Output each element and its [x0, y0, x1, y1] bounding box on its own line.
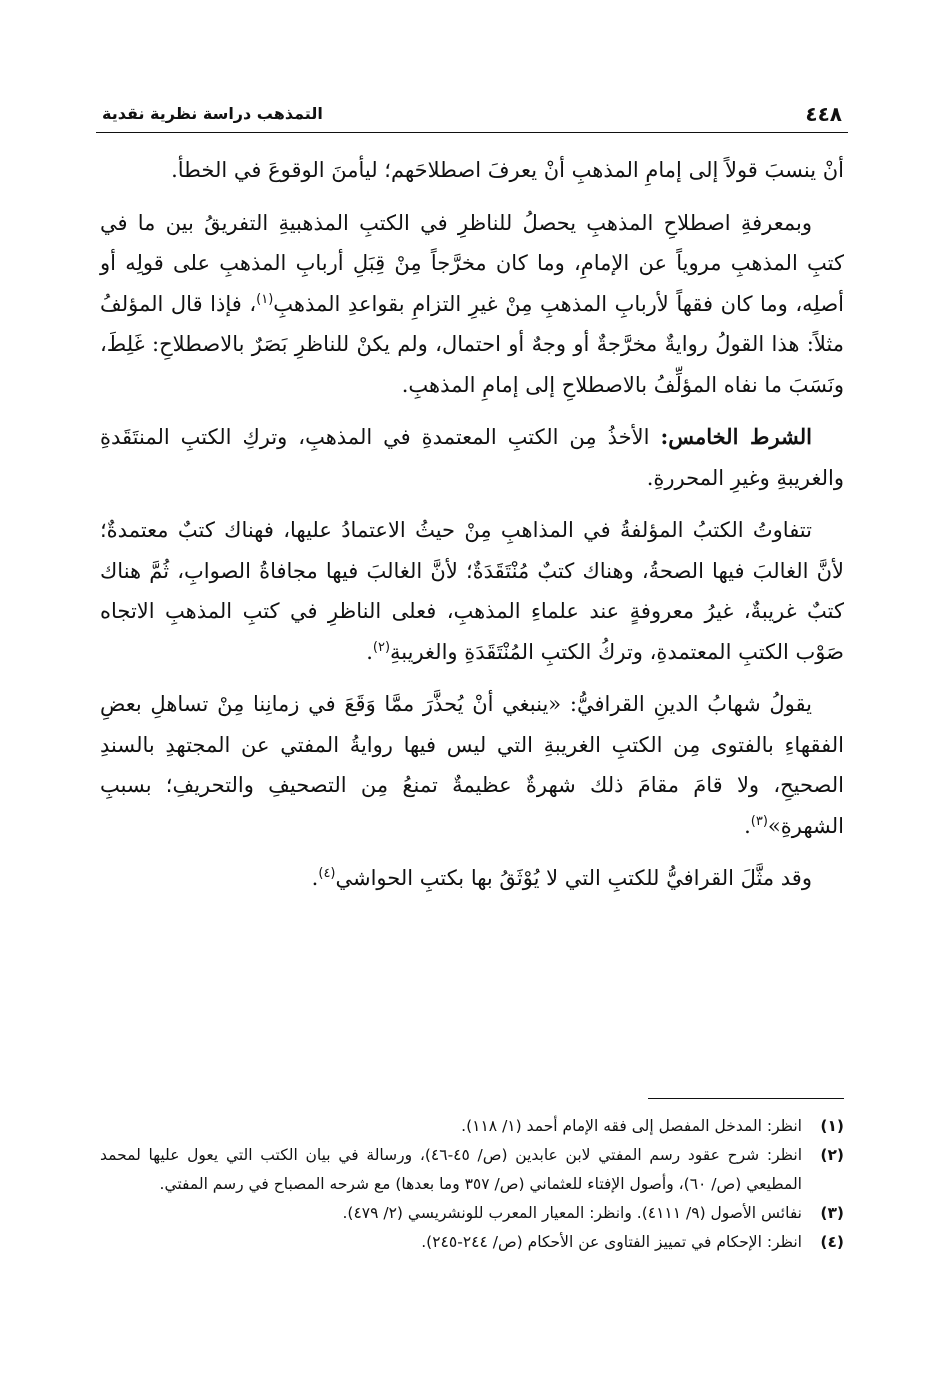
paragraph-6 — [100, 858, 844, 899]
footnote-text: انظر: المدخل المفصل إلى فقه الإمام أحمد (١/ ١١٨). — [461, 1117, 802, 1135]
footnote-number: (٢) — [820, 1146, 844, 1164]
paragraph-3-text: الأخذُ مِن الكتبِ المعتمدةِ في المذهبِ، وتركِ الكتبِ المنتَقَدةِ والغريبةِ وغيرِ المحررةِ. — [100, 425, 844, 490]
footnote-3 — [100, 1199, 844, 1228]
paragraph-1 — [100, 150, 844, 191]
paragraph-6-text-b: . — [311, 866, 319, 890]
footnote-ref-2[interactable]: (٢) — [372, 639, 391, 655]
paragraph-3 — [100, 417, 844, 498]
footnote-ref-1[interactable]: (١) — [256, 291, 274, 307]
condition-heading: الشرط الخامس: — [660, 424, 813, 449]
paragraph-2-text-a: وبمعرفةِ اصطلاحِ المذهبِ يحصلُ للناظرِ في الكتبِ المذهبيةِ التفريقُ بين ما في كتبِ المذهبِ مروياً عن الإمامِ، وما كان مخرَّجاً مِنْ قِبَلِ أربابِ المذهبِ على قولِه أو أصلِه، وما كان فقهاً لأربابِ المذهبِ مِنْ غيرِ التزامِ بقواعدِ المذهبِ — [100, 210, 845, 316]
footnote-number: (٣) — [820, 1204, 844, 1222]
footnote-divider — [648, 1098, 844, 1099]
footnote-number: (١) — [820, 1117, 844, 1135]
footnotes — [100, 1112, 844, 1257]
footnote-text: انظر: الإحكام في تمييز الفتاوى عن الأحكام (ص/ ٢٤٤-٢٤٥). — [421, 1233, 802, 1251]
running-title: التمذهب دراسة نظرية نقدية — [102, 104, 323, 123]
paragraph-2-text-b: ، فإذا قال المؤلفُ مثلاً: هذا القولُ روايةٌ مخرَّجةٌ أو وجهٌ أو احتمال، ولم يكنْ للناظرِ بَصَرٌ بالاصطلاحِ: غَلِطَ، ونَسَبَ ما نفاه المؤلِّفُ بالاصطلاحِ إلى إمامِ المذهبِ. — [100, 291, 844, 397]
paragraph-4-text-a: تتفاوتُ الكتبُ المؤلفةُ في المذاهبِ مِنْ حيثُ الاعتمادُ عليها، فهناك كتبٌ معتمدةٌ؛ لأنَّ الغالبَ فيها الصحةُ، وهناك كتبٌ مُنْتَقَدَةٌ؛ لأنَّ الغالبَ فيها مجافاةُ الصوابِ، ثُمَّ هناك كتبٌ غريبةٌ، غيرُ معروفةٍ عند علماءِ المذهبِ، فعلى الناظرِ في كتبِ المذهبِ الاتجاه صَوْب الكتبِ المعتمدةِ، وتركُ الكتبِ المُنْتَقَدَةِ والغريبةِ — [100, 518, 844, 664]
footnote-number: (٤) — [820, 1233, 844, 1251]
paragraph-1-text: أنْ ينسبَ قولاً إلى إمامِ المذهبِ أنْ يعرفَ اصطلاحَهم؛ ليأمنَ الوقوعَ في الخطأ. — [171, 158, 844, 182]
page-header — [96, 96, 848, 133]
footnote-1 — [100, 1112, 844, 1141]
footnote-text: نفائس الأصول (٩/ ٤١١١). وانظر: المعيار المعرب للونشريسي (٢/ ٤٧٩). — [342, 1204, 802, 1222]
paragraph-2 — [100, 203, 844, 406]
paragraph-4-text-b: . — [366, 639, 373, 664]
footnote-4 — [100, 1228, 844, 1257]
page-number: ٤٤٨ — [805, 102, 842, 126]
paragraph-5 — [100, 684, 844, 846]
footnote-2 — [100, 1141, 844, 1199]
footnote-ref-4[interactable]: (٤) — [318, 866, 336, 881]
paragraph-6-text-a: وقد مثَّلَ القرافيُّ للكتبِ التي لا يُوْثَقُ بها بكتبِ الحواشي — [335, 866, 812, 890]
footnote-text: انظر: شرح عقود رسم المفتي لابن عابدين (ص/ ٤٥-٤٦)، ورسالة في بيان الكتب التي يعول عليها لمحمد المطيعي (ص/ ٦٠)، وأصول الإفتاء للعثماني (ص/ ٣٥٧ وما بعدها) مع شرحه المصباح في رسم المفتي. — [100, 1146, 802, 1193]
paragraph-4 — [100, 510, 844, 672]
paragraph-5-text-b: . — [744, 813, 751, 838]
paragraph-5-text-a: يقولُ شهابُ الدينِ القرافيُّ: «ينبغي أنْ يُحذَّرَ ممَّا وَقَعَ في زمانِنا مِنْ تساهلِ بعضِ الفقهاءِ بالفتوى مِن الكتبِ الغريبةِ التي ليس فيها روايةُ المفتي عن المجتهدِ بالسندِ الصحيحِ، ولا قامَ مقامَ ذلك شهرةٌ عظيمةٌ تمنعُ مِن التصحيفِ والتحريفِ؛ بسببِ الشهرةِ» — [100, 692, 844, 838]
footnote-ref-3[interactable]: (٣) — [750, 813, 768, 829]
main-text — [100, 150, 844, 911]
